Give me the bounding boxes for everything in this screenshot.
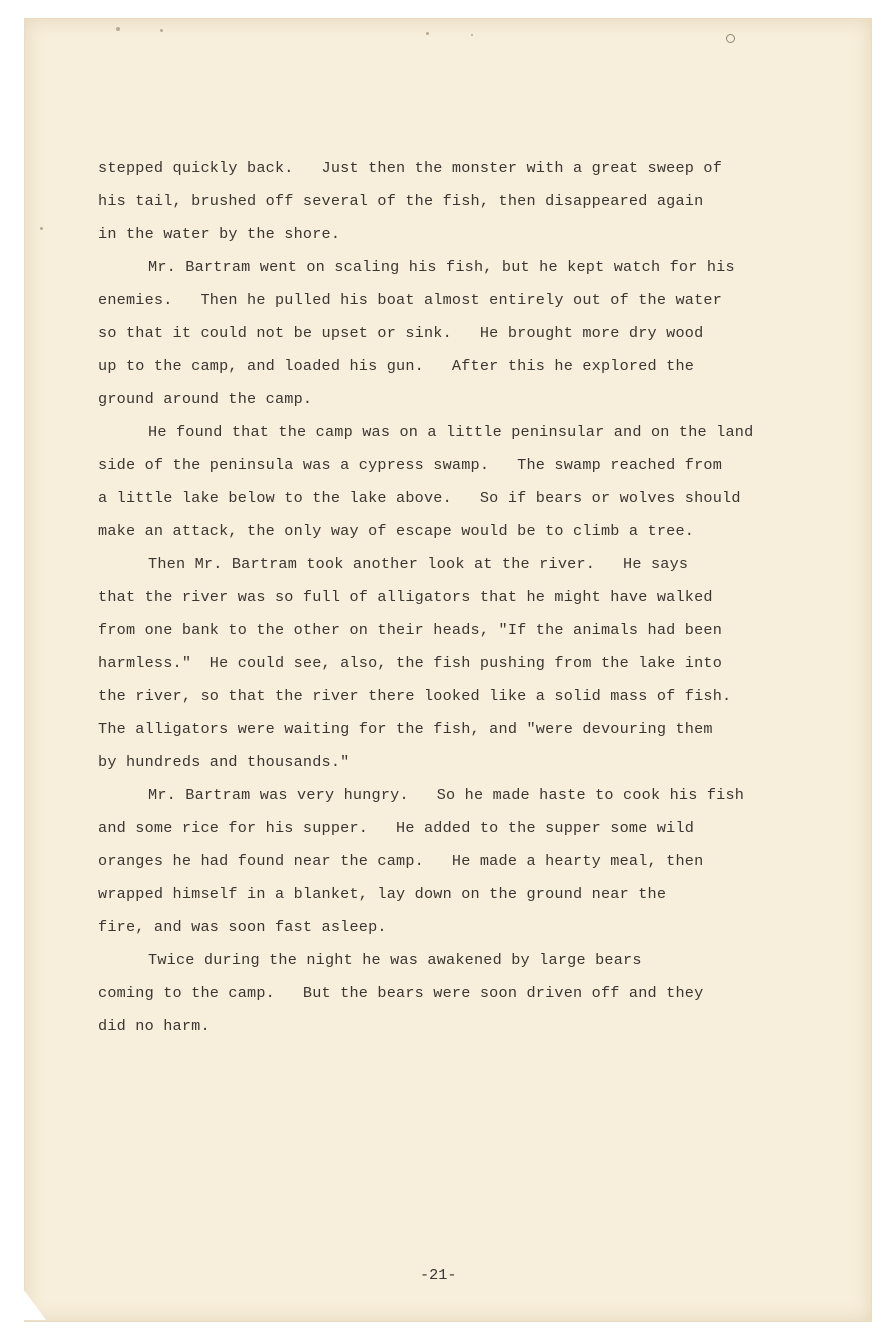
text-line: The alligators were waiting for the fish, and "were devouring them — [98, 720, 713, 738]
text-line: his tail, brushed off several of the fish, then disappeared again — [98, 192, 704, 210]
text-line: and some rice for his supper. He added to the supper some wild — [98, 819, 695, 837]
text-line: Twice during the night he was awakened by large bears — [148, 951, 642, 969]
page-number: -21- — [420, 1266, 457, 1284]
text-line: Mr. Bartram was very hungry. So he made haste to cook his fish — [148, 786, 745, 804]
text-line: so that it could not be upset or sink. He brought more dry wood — [98, 324, 704, 342]
text-line: by hundreds and thousands." — [98, 753, 350, 771]
text-line: did no harm. — [98, 1017, 210, 1035]
text-line: He found that the camp was on a little peninsular and on the land — [148, 423, 754, 441]
text-line: Mr. Bartram went on scaling his fish, but he kept watch for his — [148, 258, 735, 276]
text-line: Then Mr. Bartram took another look at the river. He says — [148, 555, 689, 573]
text-line: up to the camp, and loaded his gun. After this he explored the — [98, 357, 695, 375]
paper-speck — [426, 32, 429, 35]
text-line: oranges he had found near the camp. He made a hearty meal, then — [98, 852, 704, 870]
folded-corner — [24, 1290, 46, 1320]
text-line: wrapped himself in a blanket, lay down on the ground near the — [98, 885, 667, 903]
text-line: ground around the camp. — [98, 390, 313, 408]
punch-hole — [726, 34, 735, 43]
text-line: enemies. Then he pulled his boat almost entirely out of the water — [98, 291, 723, 309]
text-line: harmless." He could see, also, the fish pushing from the lake into — [98, 654, 723, 672]
text-line: make an attack, the only way of escape would be to climb a tree. — [98, 522, 695, 540]
text-line: fire, and was soon fast asleep. — [98, 918, 387, 936]
text-line: that the river was so full of alligators that he might have walked — [98, 588, 713, 606]
paper-speck — [471, 34, 473, 36]
text-line: from one bank to the other on their heads, "If the animals had been — [98, 621, 723, 639]
text-line: side of the peninsula was a cypress swamp. The swamp reached from — [98, 456, 723, 474]
paper-speck — [116, 27, 120, 31]
text-line: coming to the camp. But the bears were soon driven off and they — [98, 984, 704, 1002]
text-line: stepped quickly back. Just then the monster with a great sweep of — [98, 159, 723, 177]
paper-speck — [160, 29, 163, 32]
typed-body-text — [98, 152, 818, 1043]
text-line: in the water by the shore. — [98, 225, 341, 243]
text-line: a little lake below to the lake above. So if bears or wolves should — [98, 489, 741, 507]
paper-speck — [40, 227, 43, 230]
text-line: the river, so that the river there looked like a solid mass of fish. — [98, 687, 732, 705]
